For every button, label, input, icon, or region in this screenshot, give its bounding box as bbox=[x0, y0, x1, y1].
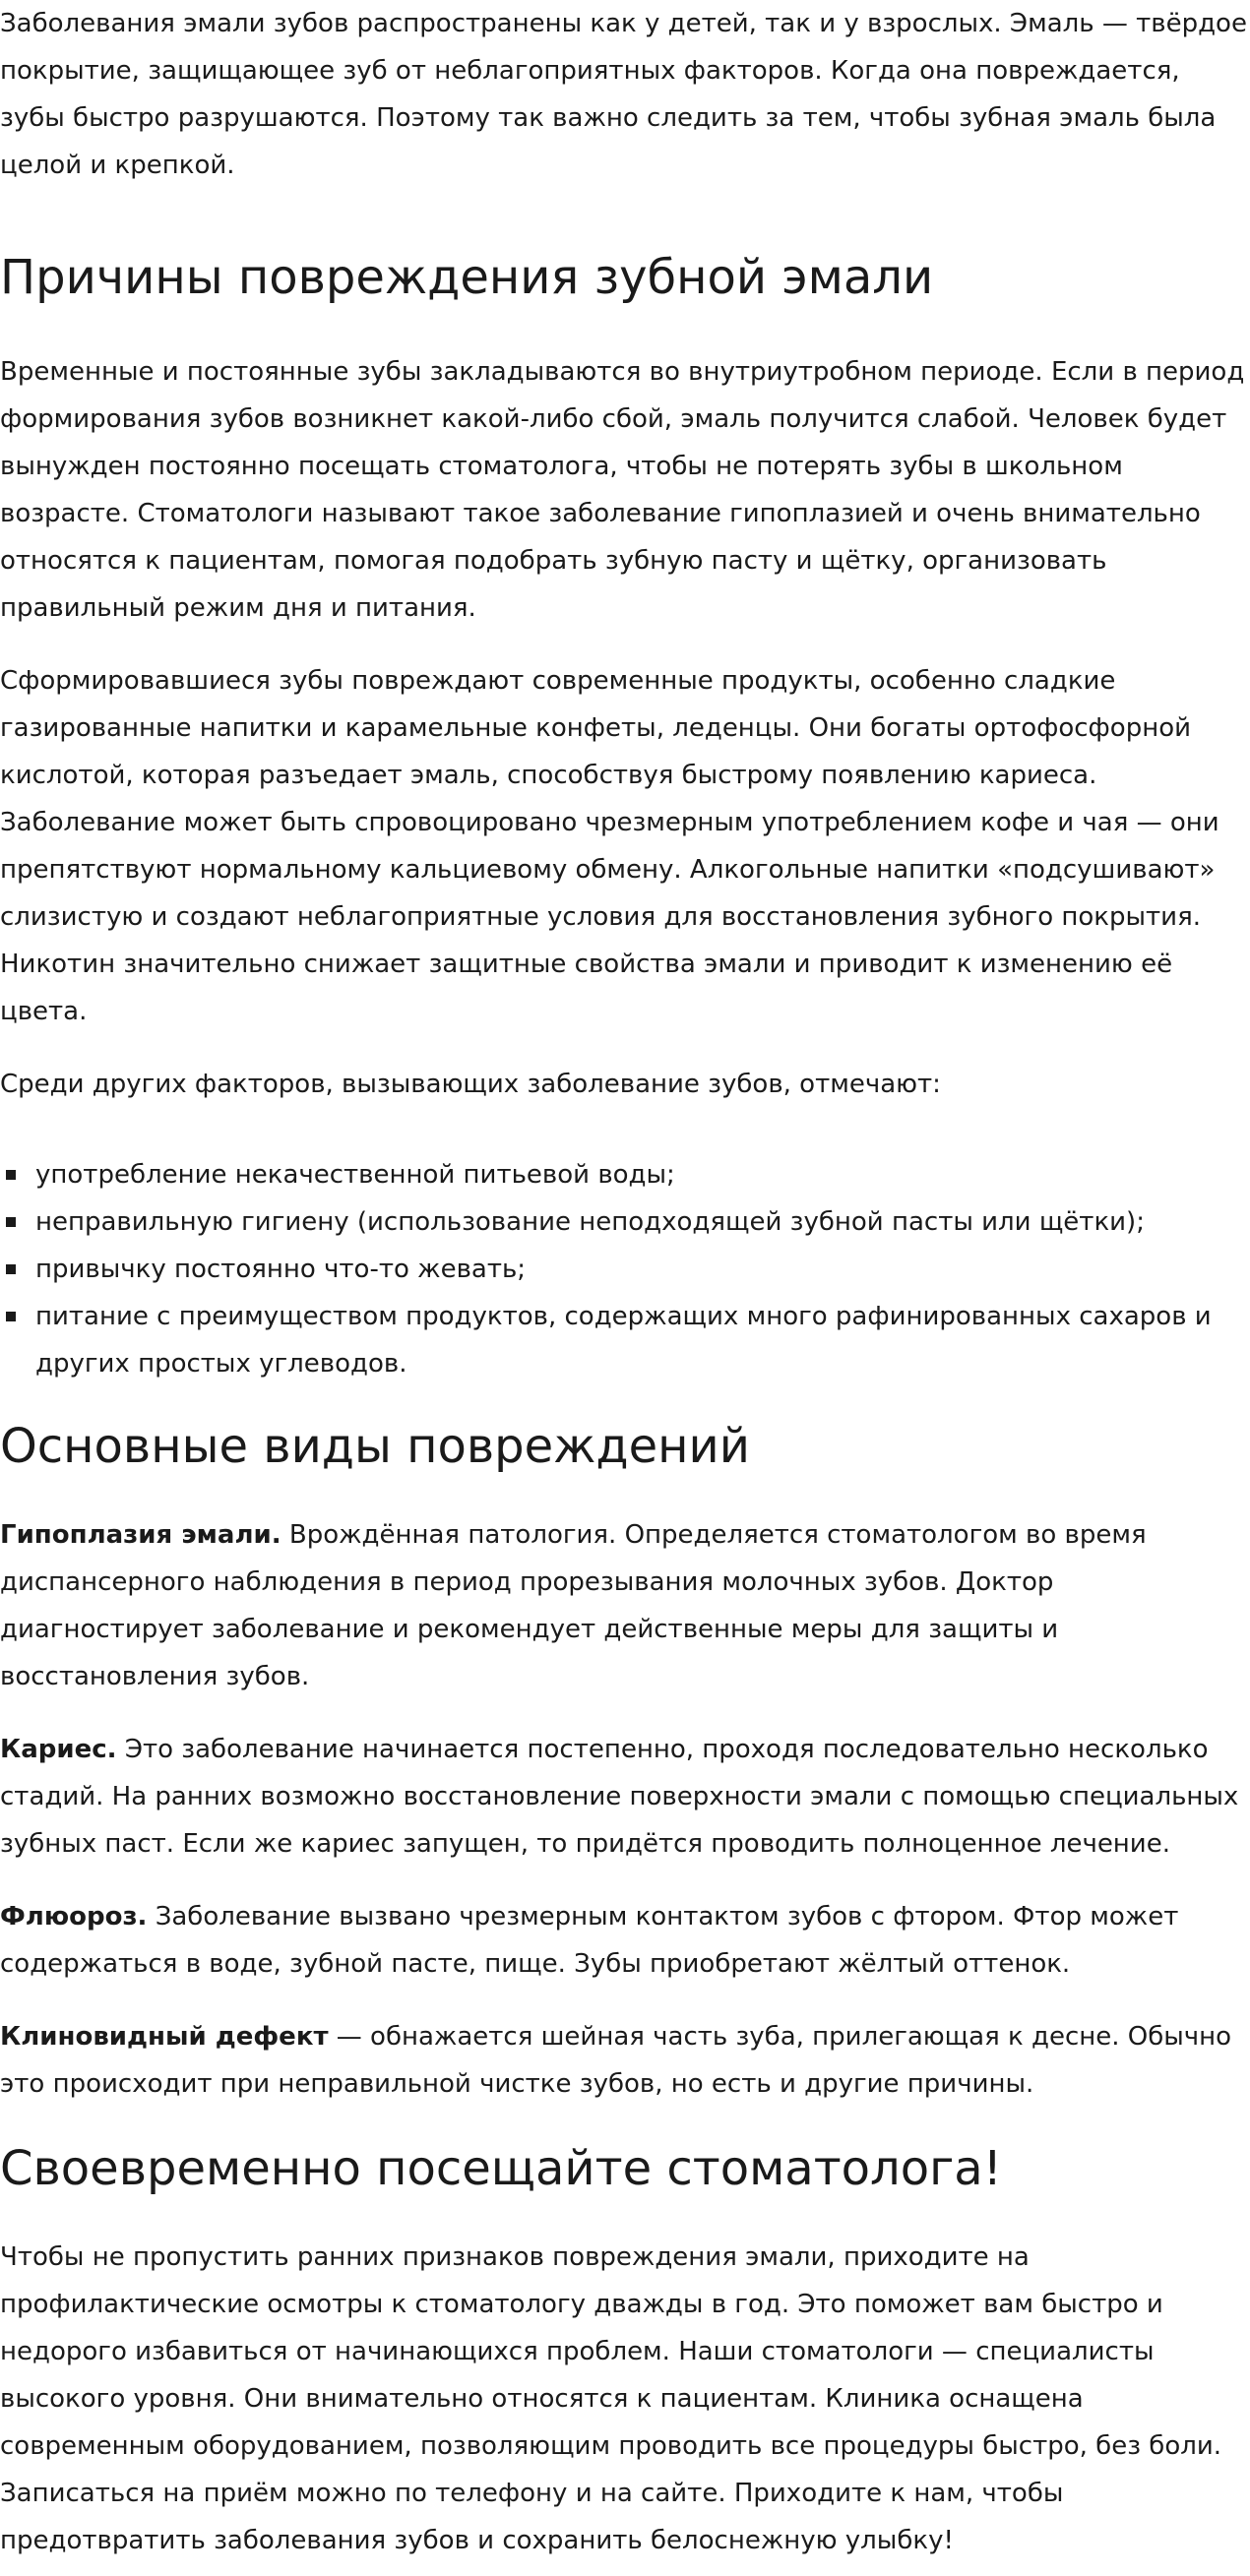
causes-paragraph-2: Сформировавшиеся зубы повреждают современные продукты, особенно сладкие газированные напитки и карамельные конфеты, леденцы. Они богаты ортофосфорной кислотой, которая разъедает эмаль, способствуя быстрому появлению кариеса. Заболевание может быть спровоцировано чрезмерным употреблением кофе и чая — они препятствуют нормальному кальциевому обмену. Алкогольные напитки «подсушивают» слизистую и создают неблагоприятные условия для восстановления зубного покрытия. Никотин значительно снижает защитные свойства эмали и приводит к изменению её цвета. bbox=[0, 666, 1219, 1026]
bullet-square-icon bbox=[6, 1312, 16, 1321]
list-item bbox=[0, 1151, 1250, 1198]
factors-list bbox=[0, 1151, 1250, 1387]
list-item-text: привычку постоянно что-то жевать; bbox=[35, 1255, 527, 1284]
type-term: Флюороз. bbox=[0, 1902, 148, 1932]
visit-heading: Своевременно посещайте стоматолога! bbox=[0, 2141, 1002, 2196]
list-item bbox=[0, 1246, 1250, 1293]
type-term: Кариес. bbox=[0, 1735, 117, 1764]
type-description: Врождённая патология. Определяется стоматологом во время диспансерного наблюдения в период прорезывания молочных зубов. Доктор диагностирует заболевание и рекомендует действенные меры для защиты и восстановления зубов. bbox=[0, 1520, 1147, 1691]
type-description: Заболевание вызвано чрезмерным контактом зубов с фтором. Фтор может содержаться в воде, зубной пасте, пище. Зубы приобретают жёлтый оттенок. bbox=[0, 1902, 1179, 1979]
type-fluorosis-paragraph bbox=[0, 1893, 1250, 1988]
causes-heading: Причины повреждения зубной эмали bbox=[0, 250, 934, 305]
bullet-square-icon bbox=[6, 1264, 16, 1274]
type-term: Гипоплазия эмали. bbox=[0, 1520, 281, 1550]
type-wedge-defect-paragraph bbox=[0, 2013, 1250, 2108]
type-caries-paragraph bbox=[0, 1726, 1250, 1868]
bullet-square-icon bbox=[6, 1170, 16, 1180]
visit-paragraph: Чтобы не пропустить ранних признаков повреждения эмали, приходите на профилактические осмотры к стоматологу дважды в год. Это поможет вам быстро и недорого избавиться от начинающихся проблем. Наши стоматологи — специалисты высокого уровня. Они внимательно относятся к пациентам. Клиника оснащена современным оборудованием, позволяющим проводить все процедуры быстро, без боли. Записаться на приём можно по телефону и на сайте. Приходите к нам, чтобы предотвратить заболевания зубов и сохранить белоснежную улыбку! bbox=[0, 2242, 1222, 2555]
intro-paragraph: Заболевания эмали зубов распространены как у детей, так и у взрослых. Эмаль — твёрдое покрытие, защищающее зуб от неблагоприятных факторов. Когда она повреждается, зубы быстро разрушаются. Поэтому так важно следить за тем, чтобы зубная эмаль была целой и крепкой. bbox=[0, 9, 1247, 180]
causes-paragraph-1: Временные и постоянные зубы закладываются во внутриутробном периоде. Если в период формирования зубов возникнет какой-либо сбой, эмаль получится слабой. Человек будет вынужден постоянно посещать стоматолога, чтобы не потерять зубы в школьном возрасте. Стоматологи называют такое заболевание гипоплазией и очень внимательно относятся к пациентам, помогая подобрать зубную пасту и щётку, организовать правильный режим дня и питания. bbox=[0, 357, 1245, 623]
bullet-square-icon bbox=[6, 1217, 16, 1227]
causes-paragraph-3: Среди других факторов, вызывающих заболевание зубов, отмечают: bbox=[0, 1070, 941, 1099]
list-item bbox=[0, 1198, 1250, 1246]
type-term: Клиновидный дефект bbox=[0, 2022, 329, 2052]
type-hypoplasia-paragraph bbox=[0, 1511, 1250, 1700]
types-heading: Основные виды повреждений bbox=[0, 1419, 750, 1474]
list-item-text: питание с преимуществом продуктов, содержащих много рафинированных сахаров и других простых углеводов. bbox=[35, 1302, 1212, 1379]
type-description: — обнажается шейная часть зуба, прилегающая к десне. Обычно это происходит при неправильной чистке зубов, но есть и другие причины. bbox=[0, 2022, 1232, 2099]
list-item bbox=[0, 1293, 1250, 1387]
list-item-text: употребление некачественной питьевой воды; bbox=[35, 1160, 675, 1190]
list-item-text: неправильную гигиену (использование неподходящей зубной пасты или щётки); bbox=[35, 1207, 1145, 1237]
type-description: Это заболевание начинается постепенно, проходя последовательно несколько стадий. На ранних возможно восстановление поверхности эмали с помощью специальных зубных паст. Если же кариес запущен, то придётся проводить полноценное лечение. bbox=[0, 1735, 1239, 1859]
